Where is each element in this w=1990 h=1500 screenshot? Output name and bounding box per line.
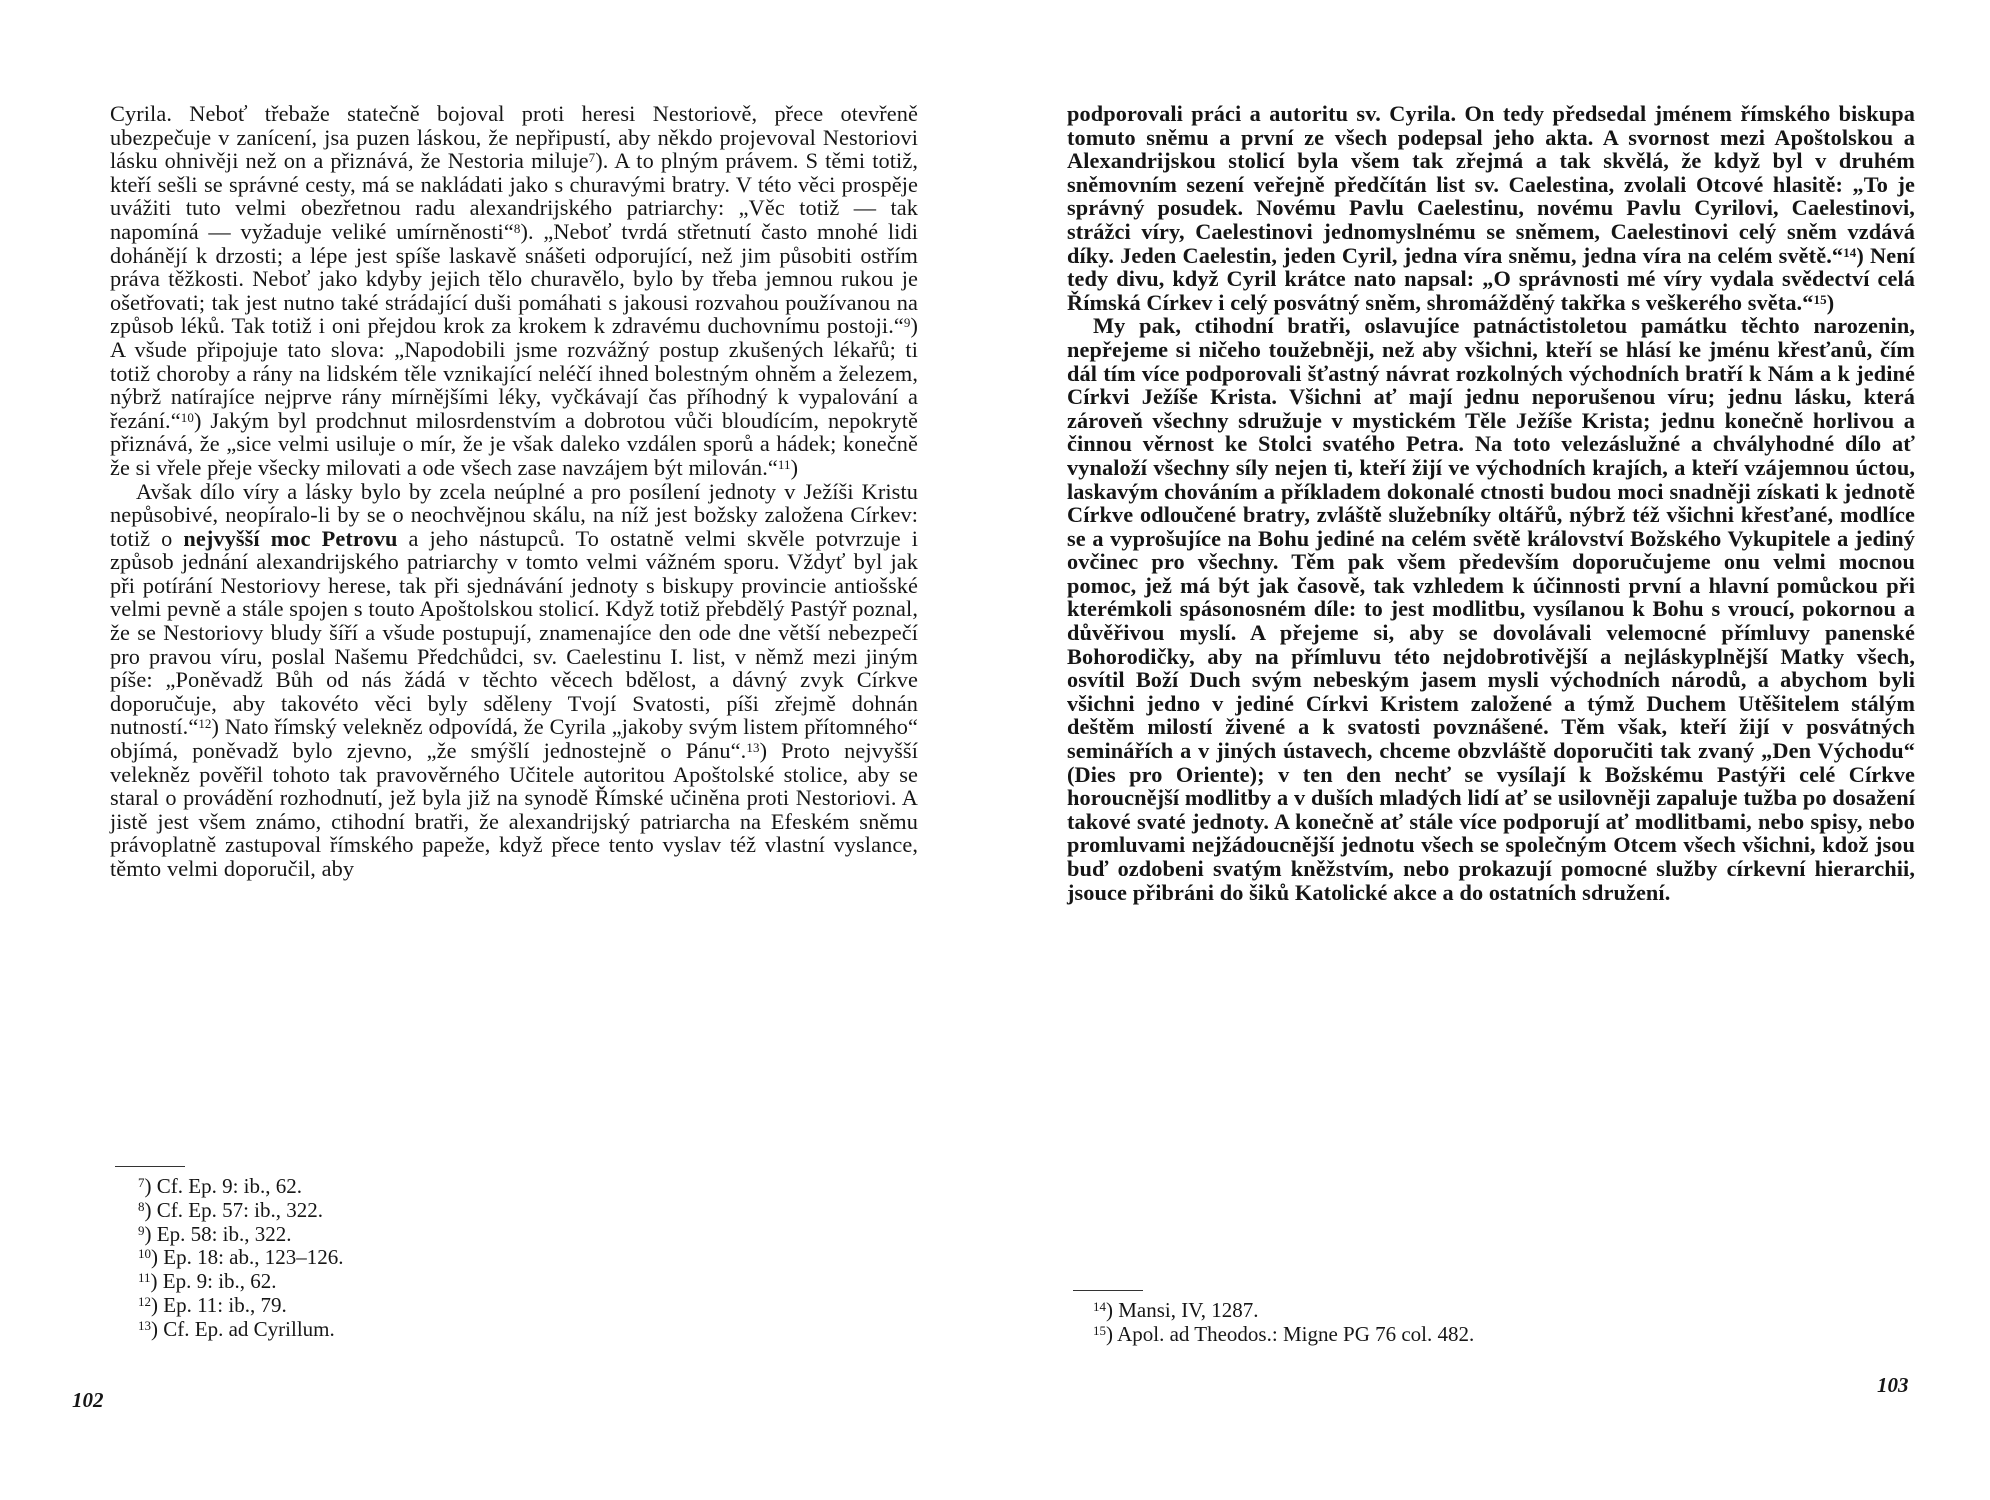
footnote: $^{11}$) Ep. 9: ib., 62. bbox=[138, 1269, 277, 1294]
paragraph bbox=[110, 102, 918, 480]
footnote-text: Ep. 9: ib., 62. bbox=[162, 1269, 277, 1294]
right-page-body bbox=[1067, 102, 1915, 904]
footnote-ref: 12 bbox=[198, 716, 212, 732]
left-page-body bbox=[110, 102, 918, 881]
footnote-mark: 9 bbox=[138, 1222, 145, 1238]
text-run: podporovali práci a autoritu sv. Cyrila. On tedy předsedal jménem římského biskupa tomuto sněmu a první ze všech podepsal jeho akta. A svornost mezi Apoštolskou a Alexandrijskou stolicí byla všem tak zřejmá a tak skvělá, že když byl v druhém sněmovním sezení veřejně předčítán list sv. Caelestina, zvolali Otcové hlasitě: „To je správný posudek. Novému Pavlu Caelestinu, novému Pavlu Cyrilovi, Caelestinovi, strážci víry, Caelestinovi jednomyslnému se sněmem, Caelestinovi celý sněm vzdává díky. Jeden Caelestin, jeden Cyril, jedna víra sněmu, jedna víra na celém světě.“ bbox=[1067, 101, 1915, 268]
footnote-divider bbox=[1073, 1290, 1143, 1291]
text-run: ) Nato římský velekněz odpovídá, že Cyrila „jakoby svým listem přítomného“ objímá, poněvadž bylo zjevno, „že smýšlí jednostejně o Pánu“. bbox=[110, 714, 918, 764]
footnote-mark: 8 bbox=[138, 1198, 145, 1214]
footnote-mark: 14 bbox=[1093, 1299, 1106, 1314]
footnote-ref: 9 bbox=[903, 315, 911, 331]
footnote-text: Ep. 11: ib., 79. bbox=[163, 1292, 287, 1317]
left-footnotes bbox=[138, 1175, 538, 1342]
text-run: ) bbox=[1826, 289, 1835, 315]
text-run: ). A to plným právem. S těmi totiž, kteří sešli se správné cesty, má se nakládati jako s churavými bratry. V této věci prospěje uvážiti tuto velmi obezřetnou radu alexandrijského patriarchy: „Věc totiž — tak napomíná — vyžaduje veliké umírněnosti“ bbox=[110, 148, 918, 244]
footnote: $^{13}$) Cf. Ep. ad Cyrillum. bbox=[138, 1316, 335, 1341]
right-footnotes bbox=[1093, 1299, 1693, 1347]
footnote-ref: 8 bbox=[513, 220, 521, 236]
footnote-ref: 15 bbox=[1813, 291, 1827, 307]
footnote-ref: 10 bbox=[180, 409, 194, 425]
footnote-mark: 11 bbox=[138, 1270, 151, 1286]
text-run: ) Proto nejvyšší velekněz pověřil tohoto tak pravověrného Učitele autoritou Apoštolské stolice, aby se staral o provádění rozhodnutí, jež byla již na synodě Římské učiněna proti Nestoriovi. A jistě jest všem známo, ctihodní bratři, že alexandrijský patriarcha na Efeském sněmu právoplatně zastupoval římského papeže, když přece tento vyslav též vlastní vyslance, těmto velmi doporučil, aby bbox=[110, 738, 918, 881]
footnote: $^8$) Cf. Ep. 57: ib., 322. bbox=[138, 1197, 323, 1222]
paragraph: My pak, ctihodní bratři, oslavujíce patnáctistoletou památku těchto narozenin, nepřejeme si ničeho toužebněji, než aby všichni, kteří se hlásí ke jménu křesťanů, čím dál tím více podporovali šťastný návrat rozkolných východních bratří k Nám a k jediné Církvi Ježíše Krista. Všichni ať mají jednu neporušenou víru; jednu lásku, která zároveň všechny sdružuje v mystickém Těle Ježíše Krista; jednu konečně horlivou a činnou věrnost ke Stolci svatého Petra. Na toto velezáslužné a chvályhodné dílo ať vynaloží všechny síly nejen ti, kteří žijí ve východních krajích, a kteří vzájemnou úctou, laskavým chováním a příkladem dokonalé ctnosti budou moci snadněji získati k jednotě Církve odloučené bratry, zvláště služebníky oltářů, nýbrž též všichni křesťané, modlíce se a vyprošujíce na Bohu jediné na celém světě království Božského Vykupitele a jediný ovčinec pro všechny. Těm pak všem především doporučujeme onu velmi mocnou pomoc, jež má být jak časově, tak vzhledem k účinnosti první a hlavní pomůckou při kterémkoli spásonosném díle: to jest modlitbu, vysílanou k Bohu s vroucí, pokornou a důvěřivou myslí. A přejeme si, aby se dovolávali velemocné přímluvy panenské Bohorodičky, aby na přímluvu této nejdobrotivější a nejláskyplnější Matky všech, osvítil Boží Duch svým nebeským jasem mysli východních národů, a abychom byli všichni jedno v jediné Církvi Kristem založené a týmž Duchem Utěšitelem stálým deštěm milostí živené a k svatosti povznášené. Těm však, kteří žijí v posvátných seminářích a v jiných ústavech, chceme obzvláště doporučiti tak zvaný „Den Východu“ (Dies pro Oriente); v ten den nechť se vysílají k Božskému Pastýři celé Církve horoucnější modlitby a v duších mladých lidí ať se usilovněji zapaluje tužba po dosažení takové svaté jednoty. A konečně ať stále více podporují ať modlitbami, nebo spisy, nebo promluvami nejžádoucnější jednotu všech se společným Otcem všech všichni, kdož jsou buď ozdobeni svatým kněžstvím, nebo prokazují pomocné služby církevní hierarchii, jsouce přibráni do šiků Katolické akce a do ostatních sdružení. bbox=[1067, 313, 1915, 905]
footnote-text: Mansi, IV, 1287. bbox=[1118, 1298, 1259, 1322]
footnote-ref: 13 bbox=[746, 740, 760, 756]
right-page bbox=[995, 0, 1990, 1500]
text-run: Cyrila. Neboť třebaže statečně bojoval proti heresi Nestoriově, přece otevřeně ubezpečuje v zanícení, jsa puzen láskou, že nepřipustí, aby někdo projevoval Nestoriovi lásku ohnivěji než on a přiznává, že Nestoria miluje bbox=[110, 101, 918, 174]
footnote-ref: 7 bbox=[588, 150, 596, 166]
text-run: Avšak dílo víry a lásky bylo by zcela neúplné a pro posílení jednoty v Ježíši Kristu nepůsobivé, neopíralo-li by se o neochvějnou skálu, na níž jest božsky založena Církev: totiž o bbox=[110, 478, 918, 551]
footnote-mark: 13 bbox=[138, 1317, 151, 1333]
paragraph bbox=[1067, 102, 1915, 314]
footnote-text: Ep. 58: ib., 322. bbox=[156, 1221, 292, 1246]
text-run: ) Jakým byl prodchnut milosrdenstvím a dobrotou vůči bloudícím, nepokrytě přiznává, že „sice velmi usiluje o mír, že je však daleko vzdálen sporů a hádek; konečně že si vřele přeje všecky milovati a ode všech zase navzájem být milován.“ bbox=[110, 407, 918, 480]
footnote-text: Cf. Ep. ad Cyrillum. bbox=[163, 1316, 335, 1341]
footnote-text: Ep. 18: ab., 123–126. bbox=[163, 1245, 344, 1270]
footnote-mark: 10 bbox=[138, 1246, 151, 1262]
page-number: 103 bbox=[1877, 1373, 1909, 1397]
footnote-ref: 11 bbox=[777, 456, 791, 472]
footnote-text: Cf. Ep. 57: ib., 322. bbox=[156, 1197, 323, 1222]
text-run: ) bbox=[790, 454, 799, 480]
footnote-mark: 12 bbox=[138, 1293, 151, 1309]
footnote: $^9$) Ep. 58: ib., 322. bbox=[138, 1221, 292, 1246]
footnote-ref: 14 bbox=[1843, 244, 1857, 260]
text-run: ) Není tedy divu, když Cyril krátce nato napsal: „O správnosti mé víry vydala svědectví celá Římská Církev i celý posvátný sněm, shromážděný takřka s veškerého světa.“ bbox=[1067, 242, 1915, 315]
footnote-mark: 7 bbox=[138, 1175, 145, 1190]
footnote: $^{14}$) Mansi, IV, 1287. bbox=[1093, 1298, 1259, 1322]
footnote: $^{12}$) Ep. 11: ib., 79. bbox=[138, 1292, 287, 1317]
paragraph bbox=[110, 480, 918, 881]
emphasis-text: nejvyšší moc Petrovu bbox=[183, 525, 398, 551]
footnote: $^7$) Cf. Ep. 9: ib., 62. bbox=[138, 1174, 302, 1198]
footnote: $^{15}$) Apol. ad Theodos.: Migne PG 76 col. 482. bbox=[1093, 1321, 1475, 1346]
text-run: ). „Neboť tvrdá střetnutí často mnohé lidi dohánějí k drzosti; a lépe jest spíše laskavě snášeti odporující, než jim působiti ostřím práva těžkosti. Neboť jako kdyby jejich tělo churavělo, bylo by třeba jemnou rukou je ošetřovati; tak jest nutno také strádající duši pomáhati s jakousi rozvahou používanou na způsob léků. Tak totiž i oni přejdou krok za krokem k zdravému duchovnímu postoji.“ bbox=[110, 218, 918, 339]
footnote-text: Cf. Ep. 9: ib., 62. bbox=[156, 1174, 302, 1198]
footnote-text: Apol. ad Theodos.: Migne PG 76 col. 482. bbox=[1117, 1321, 1475, 1346]
footnote-divider bbox=[115, 1166, 185, 1167]
text-run: a jeho nástupců. To ostatně velmi skvěle potvrzuje i způsob jednání alexandrijského patriarchy v tomto velmi vážném sporu. Vždyť byl jak při potírání Nestoriovy herese, tak při sjednávání jednoty s biskupy provincie antiošské velmi pevně a stále spojen s touto Apoštolskou stolicí. Když totiž přebdělý Pastýř poznal, že se Nestoriovy bludy šíří a všude postupují, znamenajíce den ode dne větší nebezpečí pro pravou víru, poslal Našemu Předchůdci, sv. Caelestinu I. list, v němž mezi jiným píše: „Poněvadž Bůh od nás žádá v těchto věcech bdělost, a dávný zvyk Církve doporučuje, aby takovéto věci byly sděleny Tvojí Svatosti, píši zřejmě dohnán nutností.“ bbox=[110, 525, 918, 740]
footnote: $^{10}$) Ep. 18: ab., 123–126. bbox=[138, 1245, 344, 1270]
text-run: ) A všude připojuje tato slova: „Napodobili jsme rozvážný postup zkušených lékařů; ti totiž choroby a rány na lidském těle vznikající neléčí ihned bolestným ohněm a železem, nýbrž natírajíce nejprve rány mírnějšími léky, vyčkávají čas příhodný k vypalování a řezání.“ bbox=[110, 313, 918, 433]
footnote-mark: 15 bbox=[1093, 1322, 1106, 1338]
page-number: 102 bbox=[72, 1388, 104, 1412]
